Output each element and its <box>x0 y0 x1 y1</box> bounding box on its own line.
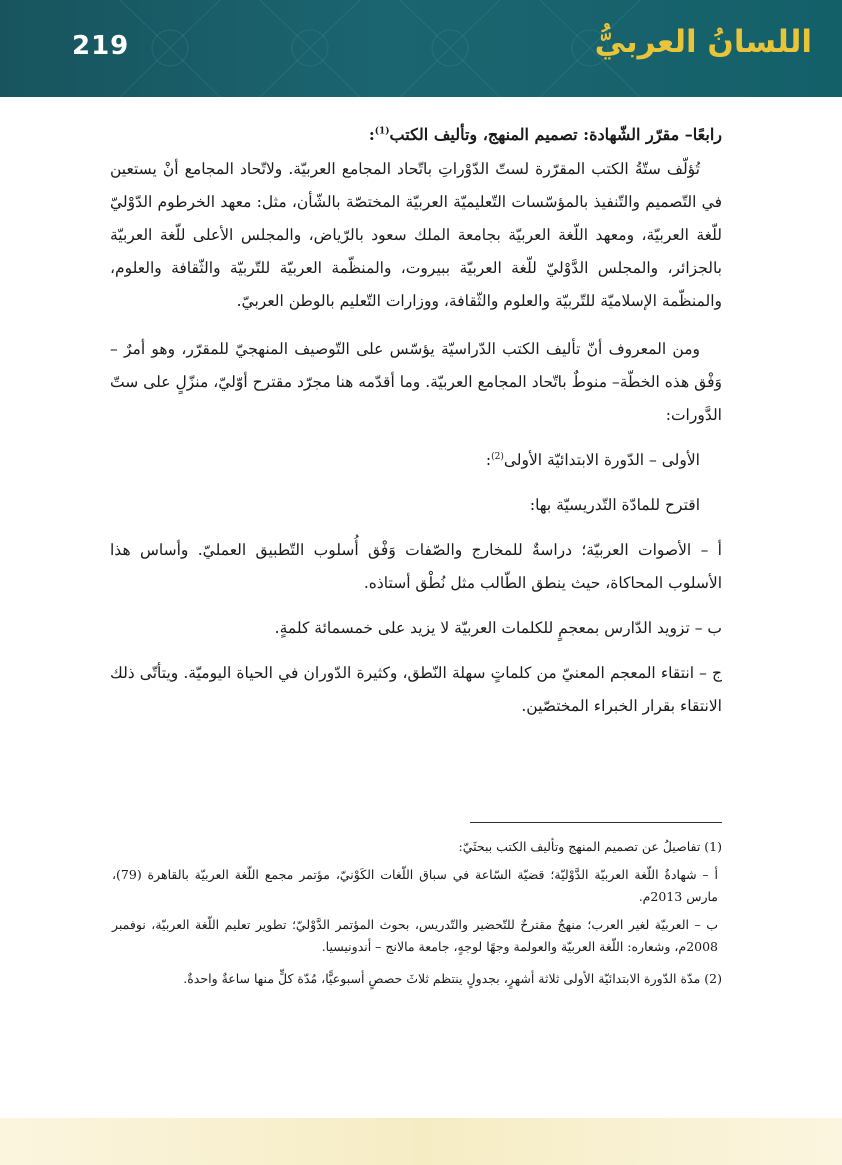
journal-logo: اللسانُ العربيُّ <box>594 24 812 60</box>
paragraph-2: ومن المعروف أنّ تأليف الكتب الدّراسيّة يؤسّس على التّوصيف المنهجيّ للمقرّر، وهو أمرٌ –وَفْق هذه الخطّة– منوطٌ باتّحاد المجامع العربيّة. وما أقدّمه هنا مجرّد مقترح أوّليّ، منزّلٍ على ستّ الدَّورات: <box>110 340 722 424</box>
footnote-ref-2: (2) <box>491 451 504 462</box>
footnote-divider <box>470 822 722 823</box>
footnotes <box>112 836 722 990</box>
footer-band <box>0 1118 842 1165</box>
section-heading: رابعًا– مقرّر الشّهادة: تصميم المنهج، وتأليف الكتب$^{(1)}$: <box>368 125 722 144</box>
footnote-2: (2) مدّة الدّورة الابتدائيّة الأولى ثلاثة أشهرٍ، بجدولٍ ينتظم ثلاثَ حصصٍ أسبوعيًّا، مُدّة كلٍّ منها ساعةٌ واحدةٌ. <box>183 971 722 986</box>
section-heading-text: رابعًا– مقرّر الشّهادة: تصميم المنهج، وتأليف الكتب <box>389 125 722 144</box>
list-item-c: ج – انتقاء المعجم المعنيّ من كلماتٍ سهلة النّطق، وكثيرة الدّوران في الحياة اليوميّة. ويتأتّى ذلك الانتقاء بقرار الخبراء المختصّين. <box>110 664 722 715</box>
footnote-1: (1) تفاصيلُ عن تصميم المنهج وتأليف الكتب ببحثَيّ: <box>458 839 722 854</box>
paragraph-3-colon: : <box>485 451 492 469</box>
page-header <box>0 0 842 97</box>
paragraph-4: اقترح للمادّة التّدريسيّة بها: <box>529 496 700 514</box>
footnote-1-a: أ – شهادةُ اللّغة العربيّة الدَّوْليّة؛ قضيّة السّاعة في سباق اللّغات الكَوْنيّ، مؤتمر مجمع اللّغة العربيّة بالقاهرة (79)، مارس 2013م. <box>112 867 718 904</box>
list-item-a: أ – الأصوات العربيّة؛ دراسةٌ للمخارج والصّفات وَفْق أُسلوب التّطبيق العمليّ. وأساس هذا الأسلوب المحاكاة، حيث ينطق الطّالب مثل نُطْق أستاذه. <box>110 541 722 592</box>
page-number: 219 <box>72 31 130 61</box>
article-body <box>110 118 722 723</box>
paragraph-3 <box>110 444 722 477</box>
list-item-b: ب – تزويد الدّارس بمعجمٍ للكلمات العربيّة لا يزيد على خمسمائة كلمةٍ. <box>274 619 722 637</box>
paragraph-3-text: الأولى – الدّورة الابتدائيّة الأولى <box>503 451 700 469</box>
paragraph-1: تُؤلّف ستّةُ الكتب المقرّرة لستّ الدّوْراتِ باتّحاد المجامع العربيّة. ولاتّحاد المجامع أنْ يستعين في التّصميم والتّنفيذ بالمؤسّسات التّعليميّة العربيّة المختصّة بالشّأن، مثل: معهد الخرطوم الدّوْليّ للّغة العربيّة، ومعهد اللّغة العربيّة بجامعة الملك سعود بالرّياض، والمجلس الأعلى للّغة العربيّة بالجزائر، والمجلس الدَّوْليّ للّغة العربيّة ببيروت، والمنظّمة العربيّة للتّربيّة والثّقافة والعلوم، والمنظّمة الإسلاميّة للتّربيّة والعلوم والثّقافة، ووزارات التّعليم بالوطن العربيّ. <box>110 160 722 310</box>
footnote-1-b: ب – العربيّة لغير العرب؛ منهجٌ مقترحٌ للتّحضير والتّدريس، بحوث المؤتمر الدَّوْليّ؛ تطوير تعليم اللّغة العربيّة، نوفمبر 2008م، وشعاره: اللّغة العربيّة والعولمة وجهًا لوجهٍ، جامعة مالانج – أندونيسيا. <box>112 917 718 954</box>
footnote-ref-1: (1) <box>374 126 390 137</box>
